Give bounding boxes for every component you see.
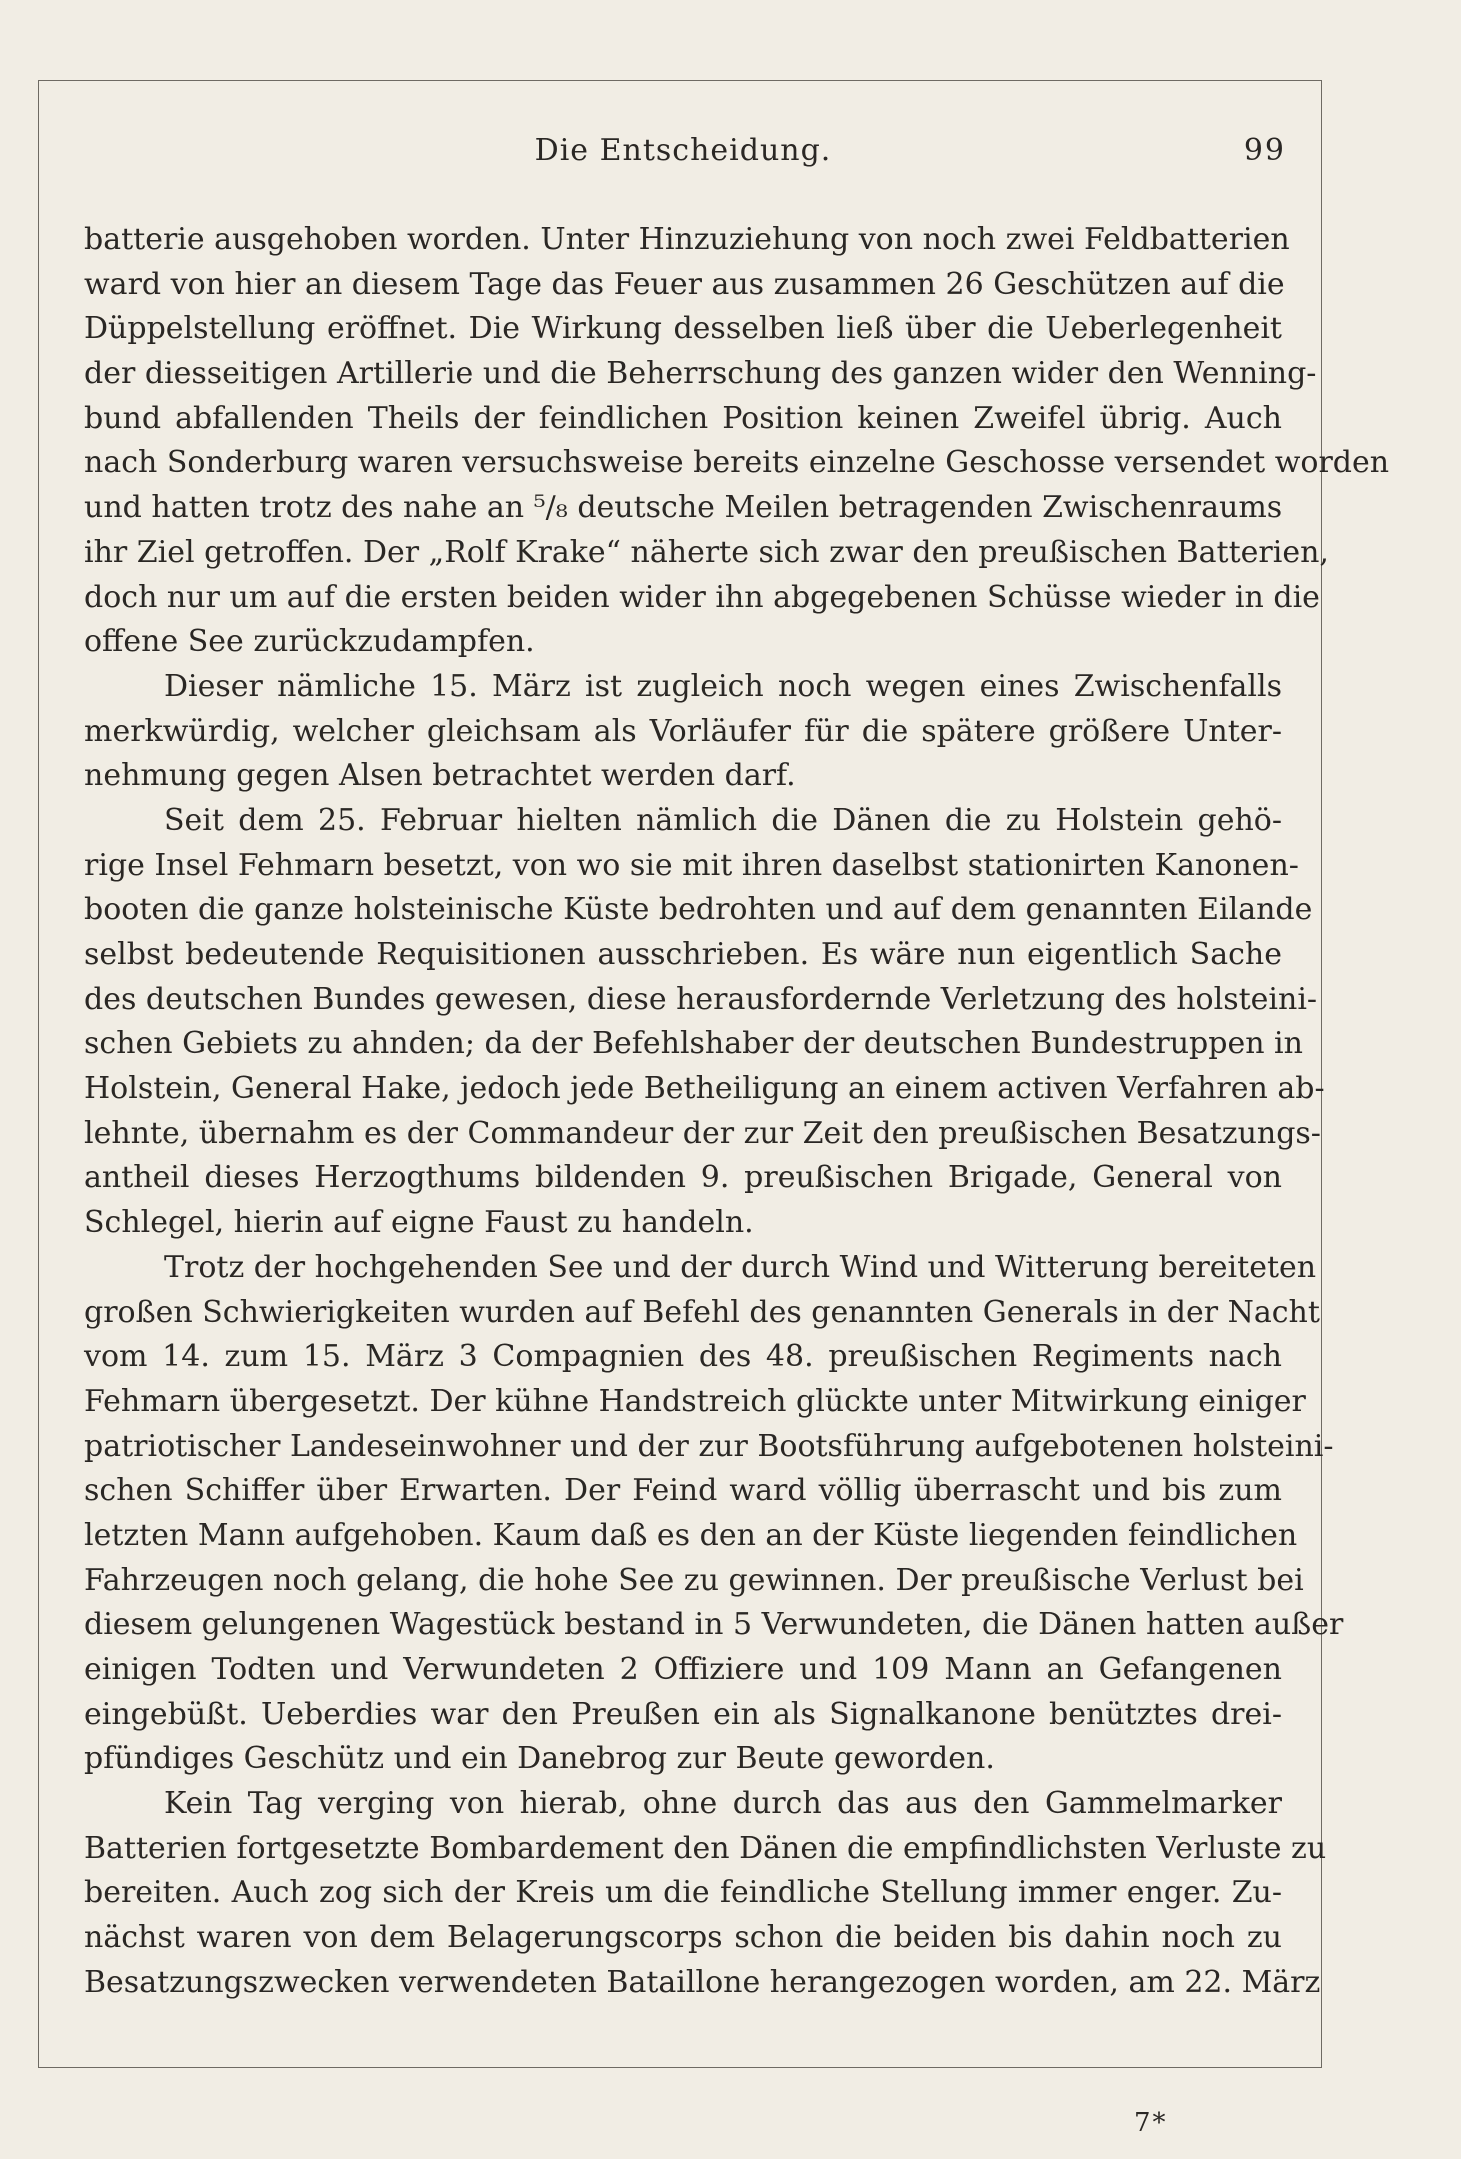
text-line: letzten Mann aufgehoben. Kaum daß es den an der Küste liegenden feindlichen [84, 1517, 1298, 1553]
text-line: nächst waren von dem Belagerungscorps schon die beiden bis dahin noch zu [84, 1920, 1282, 1956]
text-line: Holstein, General Hake, jedoch jede Betheiligung an einem activen Verfahren ab- [84, 1071, 1325, 1107]
text-line: Dieser nämliche 15. März ist zugleich noch wegen eines Zwischenfalls [164, 668, 1282, 704]
text-line: lehnte, übernahm es der Commandeur der zur Zeit den preußischen Besatzungs- [84, 1115, 1321, 1151]
text-line: des deutschen Bundes gewesen, diese herausfordernde Verletzung des holsteini- [84, 981, 1318, 1017]
text-line: merkwürdig, welcher gleichsam als Vorläufer für die spätere größere Unter- [84, 713, 1282, 749]
text-line: Kein Tag verging von hierab, ohne durch das aus den Gammelmarker [164, 1786, 1282, 1822]
text-line: einigen Todten und Verwundeten 2 Offiziere und 109 Mann an Gefangenen [84, 1652, 1282, 1687]
text-line: pfündiges Geschütz und ein Danebrog zur Beute geworden. [84, 1741, 995, 1777]
text-line: booten die ganze holsteinische Küste bedrohten und auf dem genannten Eilande [84, 892, 1313, 928]
text-line: nach Sonderburg waren versuchsweise bereits einzelne Geschosse versendet worden [84, 445, 1390, 481]
text-line: Seit dem 25. Februar hielten nämlich die Dänen die zu Holstein gehö- [164, 802, 1282, 838]
text-line: diesem gelungenen Wagestück bestand in 5 Verwundeten, die Dänen hatten außer [84, 1607, 1344, 1643]
text-line: bund abfallenden Theils der feindlichen Position keinen Zweifel übrig. Auch [84, 400, 1282, 436]
text-line: vom 14. zum 15. März 3 Compagnien des 48. preußischen Regiments nach [84, 1339, 1282, 1375]
text-line: großen Schwierigkeiten wurden auf Befehl des genannten Generals in der Nacht [84, 1294, 1320, 1330]
text-line: und hatten trotz des nahe an ⁵/₈ deutsche Meilen betragenden Zwischenraums [84, 490, 1283, 526]
text-line: batterie ausgehoben worden. Unter Hinzuziehung von noch zwei Feldbatterien [84, 222, 1290, 257]
text-line: Schlegel, hierin auf eigne Faust zu handeln. [84, 1205, 754, 1241]
text-line: rige Insel Fehmarn besetzt, von wo sie mit ihren daselbst stationirten Kanonen- [84, 847, 1299, 883]
running-title: Die Entscheidung. [534, 133, 832, 168]
text-line: eingebüßt. Ueberdies war den Preußen ein als Signalkanone benütztes drei- [84, 1696, 1282, 1732]
text-line: ward von hier an diesem Tage das Feuer aus zusammen 26 Geschützen auf die [84, 266, 1285, 302]
text-line: Besatzungszwecken verwendeten Bataillone herangezogen worden, am 22. März [84, 1964, 1321, 2000]
text-line: patriotischer Landeseinwohner und der zur Bootsführung aufgebotenen holsteini- [84, 1428, 1334, 1464]
text-line: Trotz der hochgehenden See und der durch Wind und Witterung bereiteten [164, 1249, 1317, 1285]
text-line: bereiten. Auch zog sich der Kreis um die feindliche Stellung immer enger. Zu- [84, 1875, 1282, 1911]
text-line: selbst bedeutende Requisitionen ausschrieben. Es wäre nun eigentlich Sache [84, 937, 1282, 972]
text-line: schen Schiffer über Erwarten. Der Feind ward völlig überrascht und bis zum [84, 1473, 1282, 1509]
text-line: Fehmarn übergesetzt. Der kühne Handstreich glückte unter Mitwirkung einiger [84, 1383, 1306, 1419]
text-line: der diesseitigen Artillerie und die Beherrschung des ganzen wider den Wenning- [84, 356, 1317, 392]
page-number: 99 [1243, 133, 1286, 168]
text-line: schen Gebiets zu ahnden; da der Befehlshaber der deutschen Bundestruppen in [84, 1026, 1303, 1062]
text-line: offene See zurückzudampfen. [84, 624, 535, 660]
page-header [80, 133, 1286, 173]
signature-mark: 7* [1134, 2108, 1168, 2138]
text-line: nehmung gegen Alsen betrachtet werden darf. [84, 758, 796, 794]
text-line: ihr Ziel getroffen. Der „Rolf Krake“ näherte sich zwar den preußischen Batterien, [84, 534, 1329, 570]
text-line: Fahrzeugen noch gelang, die hohe See zu gewinnen. Der preußische Verlust bei [84, 1562, 1304, 1598]
text-line: antheil dieses Herzogthums bildenden 9. preußischen Brigade, General von [84, 1160, 1282, 1196]
text-line: Batterien fortgesetzte Bombardement den Dänen die empfindlichsten Verluste zu [84, 1830, 1327, 1866]
text-line: Düppelstellung eröffnet. Die Wirkung desselben ließ über die Ueberlegenheit [84, 311, 1282, 347]
text-line: doch nur um auf die ersten beiden wider ihn abgegebenen Schüsse wieder in die [84, 579, 1320, 615]
body-text [84, 218, 1390, 2006]
